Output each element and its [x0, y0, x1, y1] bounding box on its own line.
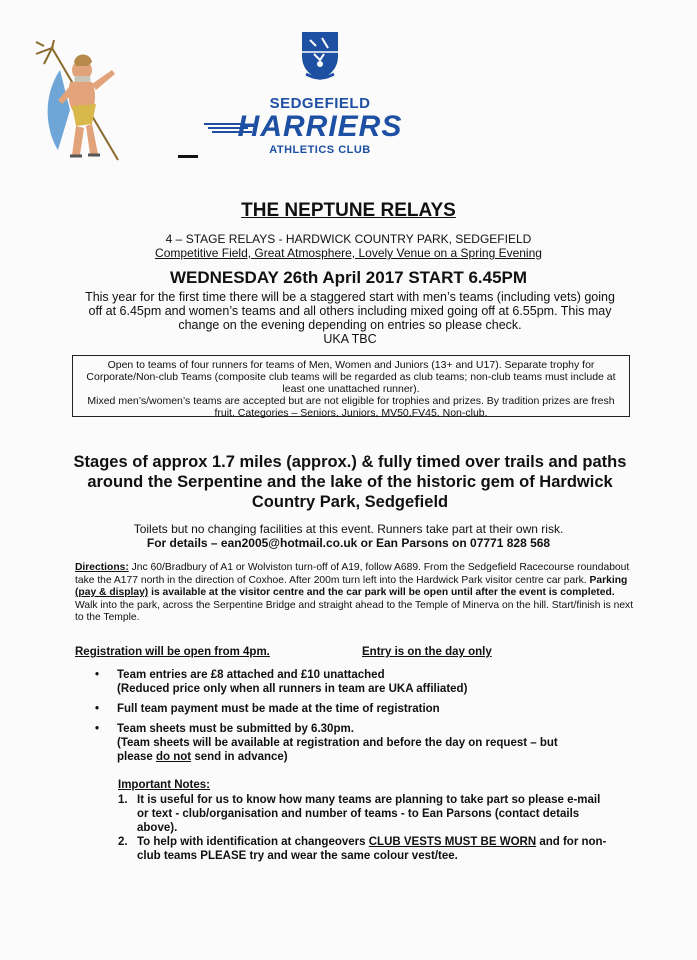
- facilities-info: [0, 522, 697, 550]
- team-sheets-extra-1: (Team sheets will be available at registration and before the day on request – but please: [117, 737, 558, 763]
- event-title-text: THE NEPTUNE RELAYS: [241, 200, 456, 221]
- event-tagline: Competitive Field, Great Atmosphere, Lovely Venue on a Spring Evening: [155, 246, 542, 260]
- bullet-payment-text: Full team payment must be made at the time of registration: [117, 703, 440, 715]
- bullet-payment: [95, 702, 565, 716]
- note-1-number: 1.: [118, 794, 128, 806]
- bullet-dot-icon: •: [95, 703, 100, 715]
- bullet-dot-icon: •: [95, 723, 100, 735]
- entry-notice: Entry is on the day only: [362, 646, 492, 658]
- note-2-number: 2.: [118, 836, 128, 848]
- neptune-illustration: [30, 40, 130, 165]
- club-logo: [210, 30, 430, 156]
- registration-time: Registration will be open from 4pm.: [75, 646, 270, 658]
- team-sheets-extra-2: send in advance): [191, 751, 288, 763]
- eligibility-line2: Mixed men’s/women’s teams are accepted but are not eligible for trophies and prizes. By tradition prizes are fresh fruit. Categories – Seniors, Juniors, MV50,FV45, Non-club.: [87, 395, 615, 419]
- club-name-line3: ATHLETICS CLUB: [269, 144, 371, 156]
- event-date: WEDNESDAY 26th April 2017 START 6.45PM: [169, 268, 528, 287]
- uka-status: UKA TBC: [323, 332, 377, 346]
- note-1: [118, 793, 608, 835]
- important-notes-heading: Important Notes:: [118, 779, 210, 791]
- directions-text-3: Walk into the park, across the Serpentine Bridge and straight ahead to the Temple of Minerva on the hill. Start/finish is next to the Temple.: [75, 599, 634, 623]
- bullet-fees: [95, 668, 565, 696]
- decorative-dash: [178, 155, 198, 158]
- directions-label: Directions:: [75, 562, 129, 573]
- event-title: [0, 200, 697, 222]
- parking-text: is available at the visitor centre and the car park will be open until after the event is completed.: [148, 587, 615, 598]
- do-not-text: do not: [156, 751, 192, 763]
- eligibility-box: [72, 355, 630, 417]
- facilities-text: Toilets but no changing facilities at this event. Runners take part at their own risk.: [133, 522, 564, 536]
- directions-text-1: Jnc 60/Bradbury of A1 or Wolviston turn-off of A19, follow A689. From the Sedgefield Racecourse roundabout take the A177 north in the direction of Coxhoe. After 200m turn left into the Hardwick Park visitor centre car park.: [75, 562, 630, 586]
- eligibility-line1: Open to teams of four runners for teams of Men, Women and Juniors (13+ and U17). Separate trophy for Corporate/Non-club Teams (composite club teams will be regarded as club teams; non-club teams must include at least one unattached runner).: [86, 359, 616, 395]
- important-notes-list: [118, 793, 608, 863]
- bullet-team-sheets-text: Team sheets must be submitted by 6.30pm.: [117, 723, 354, 735]
- pay-display-label: (pay & display): [75, 587, 149, 598]
- entry-bullets: [95, 668, 565, 770]
- club-name-line2: [210, 112, 430, 142]
- bullet-team-sheets: [95, 722, 565, 764]
- directions-paragraph: [75, 562, 635, 625]
- speed-lines-icon: [204, 122, 264, 134]
- bullet-fees-text: Team entries are £8 attached and £10 unattached (Reduced price only when all runners in team are UKA affiliated): [117, 669, 468, 695]
- parking-label: Parking: [589, 574, 628, 586]
- club-name-line1: SEDGEFIELD: [269, 95, 371, 112]
- club-crest-icon: [298, 30, 342, 82]
- note-1-text: It is useful for us to know how many teams are planning to take part so please e-mail or text - club/organisation and number of teams - to Ean Parsons (contact details above).: [137, 794, 601, 834]
- intro-paragraph: [85, 290, 615, 346]
- club-vests-notice: CLUB VESTS MUST BE WORN: [368, 836, 537, 848]
- bullet-dot-icon: •: [95, 669, 100, 681]
- contact-details: For details – ean2005@hotmail.co.uk or Ean Parsons on 07771 828 568: [146, 536, 551, 550]
- club-harriers-text: HARRIERS: [237, 110, 403, 143]
- intro-text: This year for the first time there will be a staggered start with men’s teams (including vets) going off at 6.45pm and women’s teams and all others including mixed going off at 6.55pm. This may change on the evening depending on entries so please check.: [85, 290, 615, 332]
- event-subtitle: 4 – STAGE RELAYS - HARDWICK COUNTRY PARK, SEDGEFIELD: [165, 232, 532, 246]
- note-2-text-c: and for non-club teams PLEASE try and wear the same colour vest/tee.: [137, 836, 607, 862]
- stages-heading: Stages of approx 1.7 miles (approx.) & fully timed over trails and paths around the Serpentine and the lake of the historic gem of Hardwick Country Park, Sedgefield: [73, 453, 627, 511]
- note-2-text-a: To help with identification at changeovers: [137, 836, 369, 848]
- note-2: [118, 835, 608, 863]
